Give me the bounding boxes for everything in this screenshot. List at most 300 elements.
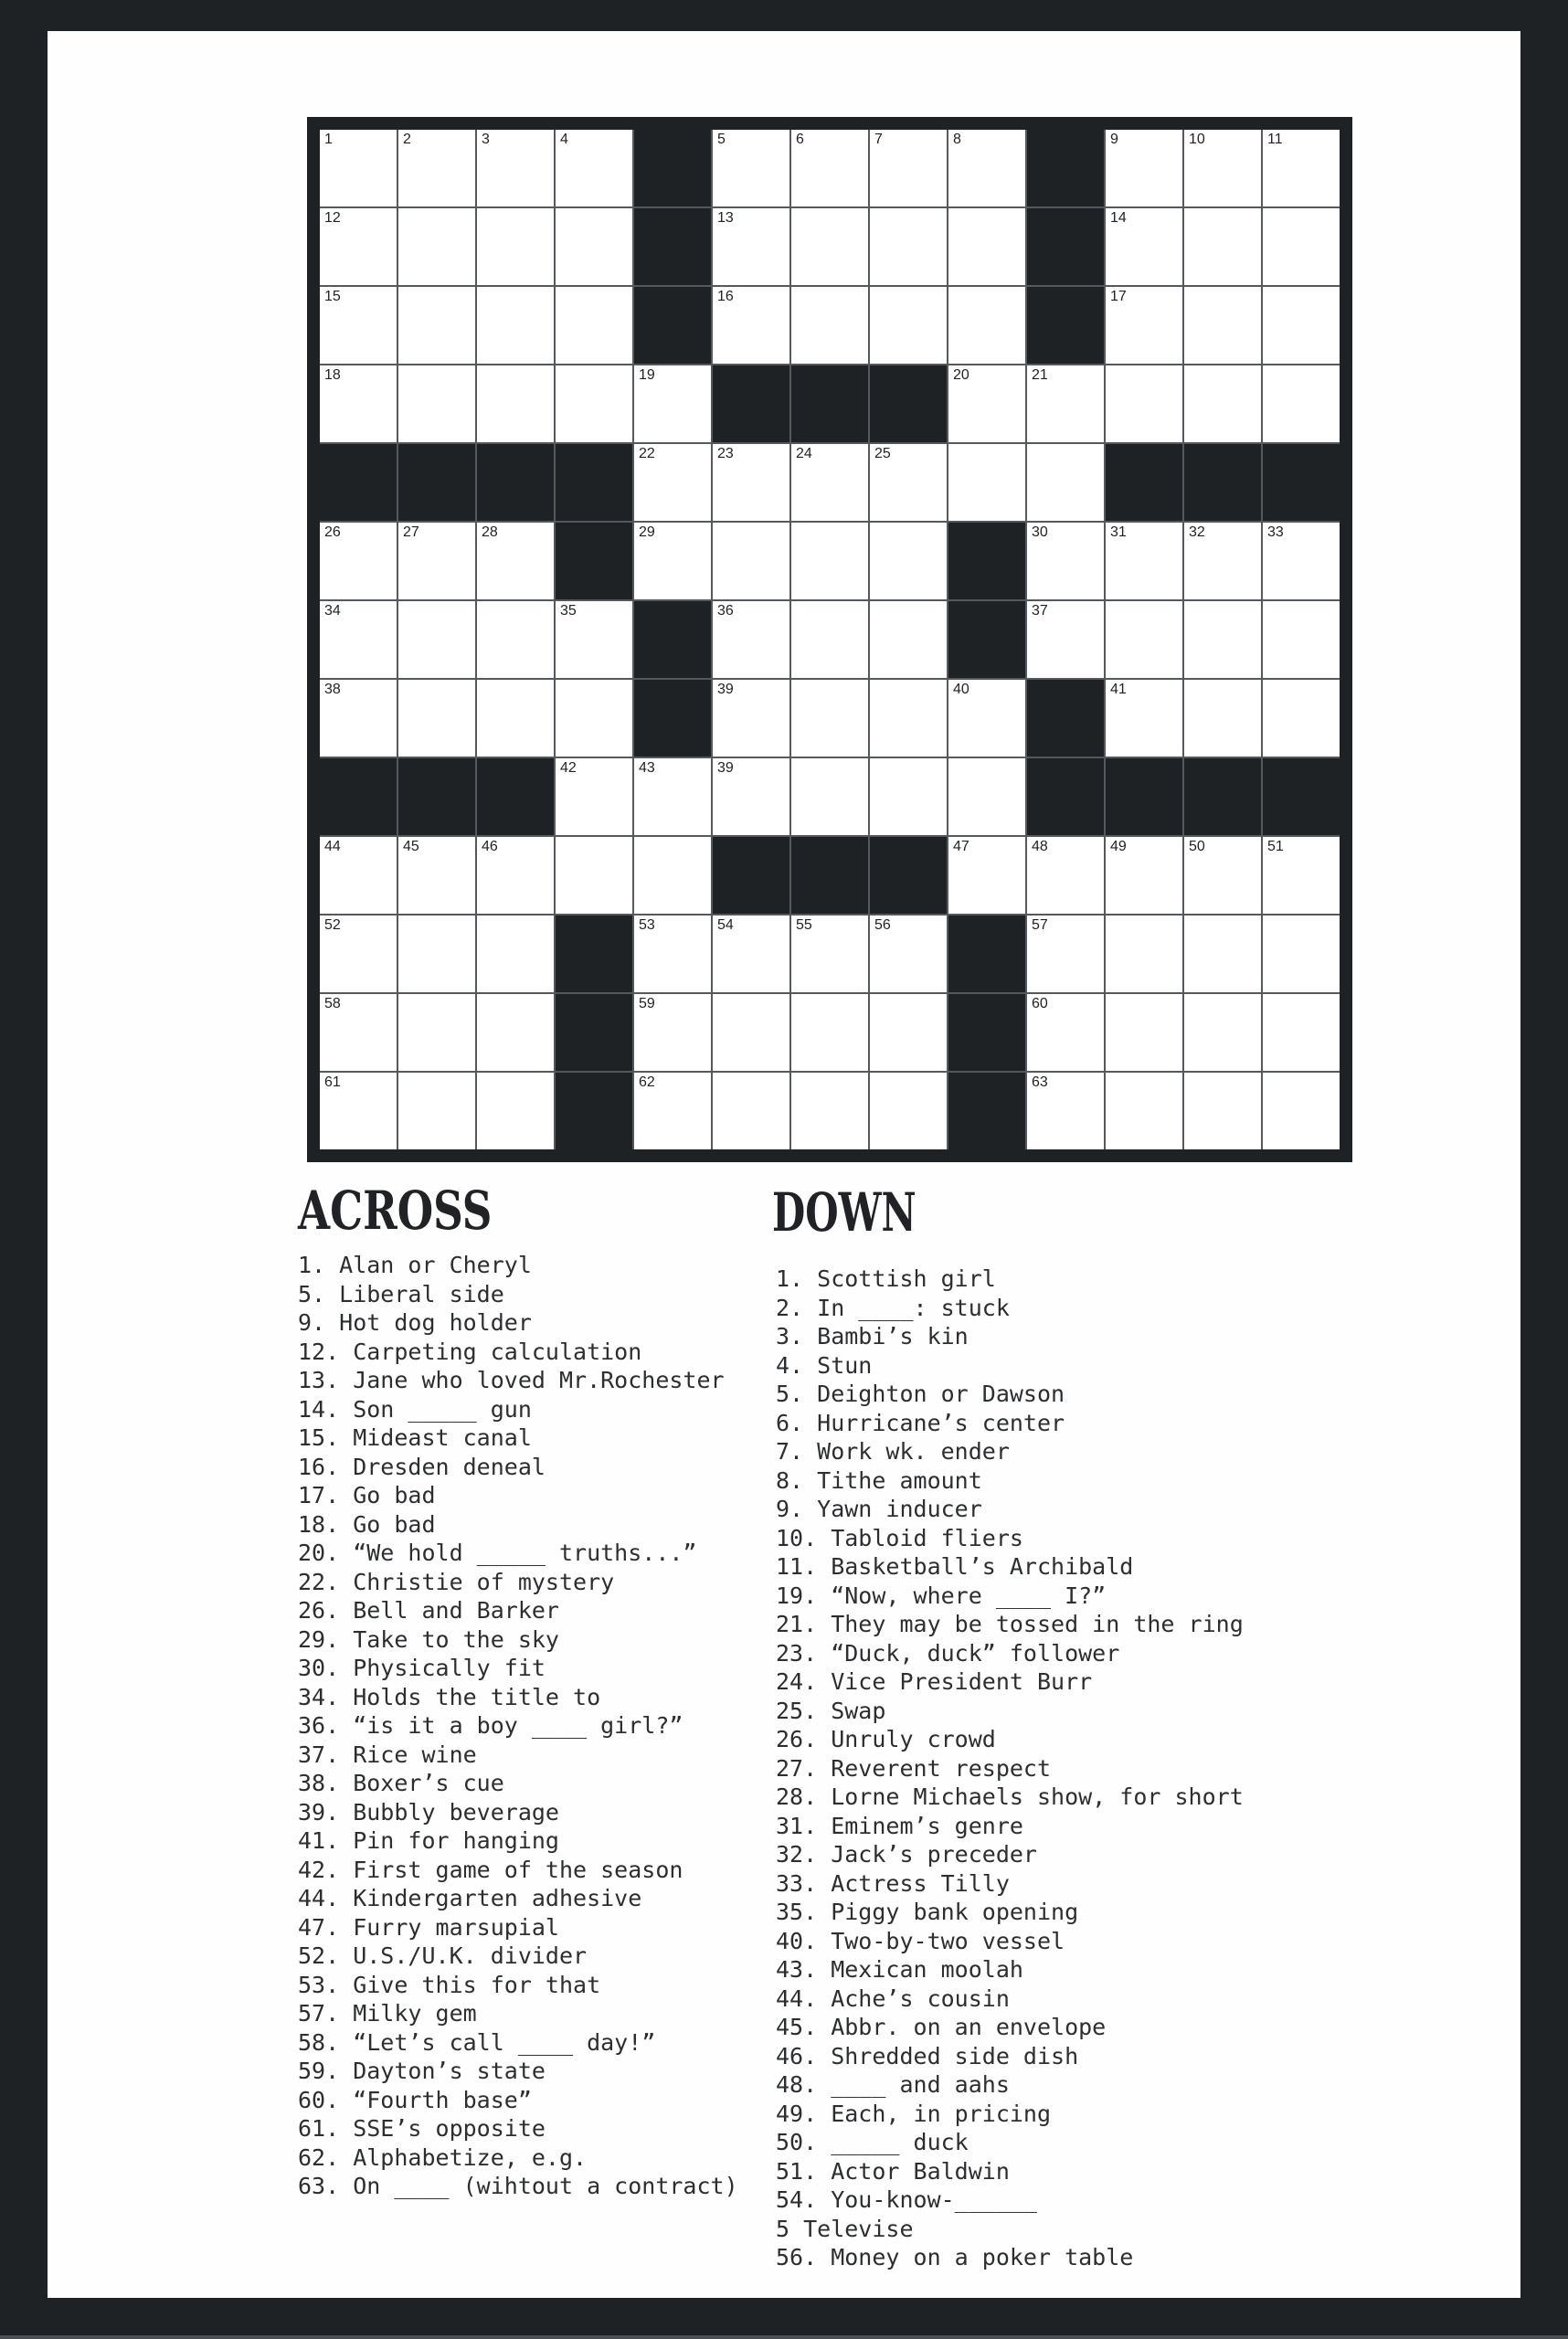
grid-cell[interactable] (1027, 365, 1104, 442)
black-cell (870, 837, 947, 914)
black-cell (398, 758, 475, 835)
across-clue: 52. U.S./U.K. divider (298, 1942, 588, 1969)
cell-number: 58 (324, 996, 341, 1011)
down-clue: 2. In ____: stuck (776, 1294, 1010, 1321)
down-clue: 46. Shredded side dish (776, 2042, 1079, 2069)
grid-cell[interactable] (948, 837, 1025, 914)
grid-cell[interactable] (1106, 1073, 1182, 1149)
down-clue: 28. Lorne Michaels show, for short (776, 1783, 1244, 1810)
cell-number: 27 (403, 524, 419, 540)
grid-cell[interactable] (1184, 287, 1261, 364)
cell-number: 24 (796, 446, 812, 461)
across-clue: 18. Go bad (298, 1510, 436, 1538)
black-cell (791, 365, 868, 442)
black-cell (1027, 130, 1104, 206)
grid-cell[interactable] (398, 130, 475, 206)
grid-cell[interactable] (398, 287, 475, 364)
cell-number: 3 (482, 132, 490, 147)
grid-cell[interactable] (320, 837, 397, 914)
across-clue: 34. Holds the title to (298, 1683, 601, 1710)
cell-number: 56 (874, 917, 891, 933)
cell-number: 26 (324, 524, 341, 540)
grid-cell[interactable] (320, 287, 397, 364)
grid-cell[interactable] (398, 208, 475, 285)
grid-cell[interactable] (477, 1073, 554, 1149)
grid-cell[interactable] (791, 444, 868, 521)
across-clue: 5. Liberal side (298, 1280, 504, 1307)
grid-cell[interactable] (1106, 523, 1182, 599)
across-clue: 16. Dresden deneal (298, 1453, 546, 1480)
black-cell (948, 1073, 1025, 1149)
grid-cell[interactable] (713, 444, 789, 521)
cell-number: 16 (717, 289, 734, 304)
black-cell (398, 444, 475, 521)
cell-number: 51 (1267, 839, 1284, 854)
black-cell (477, 444, 554, 521)
grid-cell[interactable] (556, 365, 632, 442)
across-clue: 17. Go bad (298, 1482, 436, 1508)
grid-cell[interactable] (791, 287, 868, 364)
grid-cell[interactable] (477, 287, 554, 364)
cell-number: 13 (717, 210, 734, 226)
cell-number: 39 (717, 760, 734, 776)
grid-cell[interactable] (870, 523, 947, 599)
down-clue: 8. Tithe amount (776, 1466, 982, 1494)
cell-number: 9 (1110, 132, 1118, 147)
grid-cell[interactable] (634, 523, 711, 599)
grid-cell[interactable] (791, 523, 868, 599)
across-clue: 61. SSE’s opposite (298, 2115, 546, 2142)
down-clue: 31. Eminem’s genre (776, 1812, 1023, 1839)
across-clue: 62. Alphabetize, e.g. (298, 2143, 588, 2171)
across-clue: 22. Christie of mystery (298, 1568, 615, 1595)
across-clue: 60. “Fourth base” (298, 2086, 532, 2113)
cell-number: 31 (1110, 524, 1127, 540)
across-clue: 42. First game of the season (298, 1856, 683, 1883)
grid-cell[interactable] (1184, 680, 1261, 757)
down-clue: 32. Jack’s preceder (776, 1841, 1037, 1868)
down-clue: 26. Unruly crowd (776, 1726, 996, 1752)
grid-cell[interactable] (477, 837, 554, 914)
down-clue: 33. Actress Tilly (776, 1869, 1010, 1897)
down-clue: 45. Abbr. on an envelope (776, 2014, 1107, 2040)
black-cell (1263, 444, 1340, 521)
down-clue: 5 Televise (776, 2215, 914, 2242)
grid-cell[interactable] (1263, 837, 1340, 914)
crossword-grid-frame (307, 117, 1352, 1162)
black-cell (1184, 758, 1261, 835)
grid-cell[interactable] (713, 130, 789, 206)
grid-cell[interactable] (1263, 365, 1340, 442)
down-clue: 27. Reverent respect (776, 1754, 1052, 1782)
crossword-grid (320, 130, 1340, 1149)
grid-cell[interactable] (1184, 365, 1261, 442)
grid-cell[interactable] (1106, 365, 1182, 442)
down-clue: 4. Stun (776, 1351, 873, 1379)
grid-cell[interactable] (1263, 1073, 1340, 1149)
grid-cell[interactable] (556, 130, 632, 206)
paper (48, 31, 1520, 2298)
across-clue: 9. Hot dog holder (298, 1309, 532, 1336)
down-clue: 7. Work wk. ender (776, 1438, 1010, 1465)
grid-cell[interactable] (870, 1073, 947, 1149)
across-clue: 30. Physically fit (298, 1655, 546, 1681)
cell-number: 33 (1267, 524, 1284, 540)
cell-number: 52 (324, 917, 341, 933)
across-clue: 59. Dayton’s state (298, 2058, 546, 2084)
grid-cell[interactable] (556, 208, 632, 285)
down-clue: 9. Yawn inducer (776, 1496, 982, 1522)
grid-cell[interactable] (1106, 680, 1182, 757)
grid-cell[interactable] (870, 287, 947, 364)
grid-cell[interactable] (398, 1073, 475, 1149)
across-clue: 15. Mideast canal (298, 1424, 532, 1451)
cell-number: 59 (639, 996, 655, 1011)
grid-cell[interactable] (1263, 915, 1340, 992)
cell-number: 41 (1110, 682, 1127, 697)
grid-cell[interactable] (791, 758, 868, 835)
across-clue-list (298, 1251, 738, 2201)
grid-cell[interactable] (948, 130, 1025, 206)
grid-cell[interactable] (398, 915, 475, 992)
cell-number: 32 (1189, 524, 1205, 540)
black-cell (1184, 444, 1261, 521)
across-clue: 38. Boxer’s cue (298, 1770, 504, 1796)
across-clue: 63. On ____ (wihtout a contract) (298, 2173, 738, 2199)
across-heading: ACROSS (298, 1180, 493, 1242)
down-clue: 51. Actor Baldwin (776, 2157, 1010, 2185)
across-clue: 26. Bell and Barker (298, 1597, 559, 1624)
grid-cell[interactable] (477, 601, 554, 678)
grid-cell[interactable] (556, 601, 632, 678)
across-clue: 36. “is it a boy ____ girl?” (298, 1712, 683, 1739)
black-cell (634, 287, 711, 364)
down-clue: 25. Swap (776, 1697, 886, 1724)
grid-cell[interactable] (713, 287, 789, 364)
cell-number: 49 (1110, 839, 1127, 854)
grid-cell[interactable] (713, 208, 789, 285)
down-clue: 11. Basketball’s Archibald (776, 1553, 1134, 1580)
cell-number: 37 (1032, 603, 1048, 619)
cell-number: 57 (1032, 917, 1048, 933)
grid-cell[interactable] (1027, 1073, 1104, 1149)
grid-cell[interactable] (1027, 601, 1104, 678)
grid-cell[interactable] (1027, 994, 1104, 1071)
grid-cell[interactable] (556, 680, 632, 757)
grid-cell[interactable] (1184, 130, 1261, 206)
cell-number: 29 (639, 524, 655, 540)
cell-number: 50 (1189, 839, 1205, 854)
cell-number: 21 (1032, 367, 1048, 383)
grid-cell[interactable] (1106, 915, 1182, 992)
grid-cell[interactable] (1184, 1073, 1261, 1149)
grid-cell[interactable] (556, 837, 632, 914)
down-clue: 10. Tabloid fliers (776, 1524, 1023, 1551)
grid-cell[interactable] (870, 601, 947, 678)
cell-number: 53 (639, 917, 655, 933)
black-cell (556, 444, 632, 521)
grid-cell[interactable] (1184, 915, 1261, 992)
across-clue: 58. “Let’s call ____ day!” (298, 2028, 656, 2056)
black-cell (477, 758, 554, 835)
cell-number: 35 (560, 603, 577, 619)
cell-number: 48 (1032, 839, 1048, 854)
grid-cell[interactable] (948, 287, 1025, 364)
grid-cell[interactable] (1263, 287, 1340, 364)
down-clue: 44. Ache’s cousin (776, 1984, 1010, 2012)
grid-cell[interactable] (1184, 523, 1261, 599)
black-cell (1027, 287, 1104, 364)
grid-cell[interactable] (634, 915, 711, 992)
grid-cell[interactable] (477, 680, 554, 757)
across-clue: 37. Rice wine (298, 1741, 477, 1768)
grid-cell[interactable] (870, 994, 947, 1071)
cell-number: 22 (639, 446, 655, 461)
grid-cell[interactable] (791, 994, 868, 1071)
grid-cell[interactable] (634, 758, 711, 835)
black-cell (634, 680, 711, 757)
grid-cell[interactable] (1263, 130, 1340, 206)
down-clue: 24. Vice President Burr (776, 1668, 1093, 1695)
black-cell (556, 915, 632, 992)
black-cell (791, 837, 868, 914)
grid-cell[interactable] (713, 915, 789, 992)
black-cell (713, 837, 789, 914)
grid-cell[interactable] (634, 444, 711, 521)
cell-number: 6 (796, 132, 804, 147)
cell-number: 34 (324, 603, 341, 619)
grid-cell[interactable] (791, 915, 868, 992)
across-clue: 47. Furry marsupial (298, 1913, 559, 1941)
grid-cell[interactable] (477, 523, 554, 599)
grid-cell[interactable] (870, 444, 947, 521)
cell-number: 15 (324, 289, 341, 304)
cell-number: 44 (324, 839, 341, 854)
grid-cell[interactable] (1263, 994, 1340, 1071)
black-cell (948, 601, 1025, 678)
grid-cell[interactable] (870, 758, 947, 835)
grid-cell[interactable] (791, 601, 868, 678)
across-clue: 20. “We hold _____ truths...” (298, 1540, 697, 1566)
grid-cell[interactable] (713, 1073, 789, 1149)
grid-cell[interactable] (477, 915, 554, 992)
grid-cell[interactable] (948, 365, 1025, 442)
black-cell (948, 915, 1025, 992)
grid-cell[interactable] (1106, 287, 1182, 364)
grid-cell[interactable] (791, 680, 868, 757)
cell-number: 11 (1267, 132, 1283, 147)
black-cell (1263, 758, 1340, 835)
black-cell (870, 365, 947, 442)
grid-cell[interactable] (1027, 837, 1104, 914)
grid-cell[interactable] (1184, 994, 1261, 1071)
grid-cell[interactable] (320, 1073, 397, 1149)
down-clue: 43. Mexican moolah (776, 1956, 1023, 1983)
down-clue-list (776, 1265, 1244, 2272)
cell-number: 36 (717, 603, 734, 619)
cell-number: 17 (1110, 289, 1127, 304)
black-cell (1106, 758, 1182, 835)
black-cell (556, 523, 632, 599)
cell-number: 40 (953, 682, 969, 697)
cell-number: 2 (403, 132, 411, 147)
grid-cell[interactable] (320, 680, 397, 757)
grid-cell[interactable] (477, 208, 554, 285)
cell-number: 8 (953, 132, 961, 147)
grid-cell[interactable] (398, 523, 475, 599)
down-clue: 35. Piggy bank opening (776, 1899, 1079, 1925)
grid-cell[interactable] (477, 994, 554, 1071)
grid-cell[interactable] (477, 130, 554, 206)
grid-cell[interactable] (320, 915, 397, 992)
cell-number: 54 (717, 917, 734, 933)
cell-number: 30 (1032, 524, 1048, 540)
black-cell (713, 365, 789, 442)
grid-cell[interactable] (477, 365, 554, 442)
grid-cell[interactable] (791, 208, 868, 285)
grid-cell[interactable] (870, 208, 947, 285)
grid-cell[interactable] (1184, 601, 1261, 678)
cell-number: 42 (560, 760, 577, 776)
grid-cell[interactable] (1184, 837, 1261, 914)
cell-number: 46 (482, 839, 498, 854)
across-clue: 29. Take to the sky (298, 1625, 559, 1653)
cell-number: 18 (324, 367, 341, 383)
black-cell (634, 208, 711, 285)
grid-cell[interactable] (791, 130, 868, 206)
grid-cell[interactable] (634, 365, 711, 442)
grid-cell[interactable] (948, 758, 1025, 835)
across-clue: 57. Milky gem (298, 2000, 477, 2027)
down-clue: 54. You-know-______ (776, 2186, 1037, 2213)
black-cell (634, 130, 711, 206)
cell-number: 12 (324, 210, 341, 226)
grid-cell[interactable] (634, 994, 711, 1071)
cell-number: 63 (1032, 1074, 1048, 1090)
cell-number: 4 (560, 132, 568, 147)
grid-cell[interactable] (1263, 208, 1340, 285)
grid-cell[interactable] (320, 523, 397, 599)
down-clue: 6. Hurricane’s center (776, 1409, 1065, 1436)
grid-cell[interactable] (791, 1073, 868, 1149)
grid-cell[interactable] (398, 601, 475, 678)
cell-number: 1 (324, 132, 333, 147)
down-clue: 23. “Duck, duck” follower (776, 1639, 1120, 1667)
across-clue: 44. Kindergarten adhesive (298, 1885, 642, 1911)
grid-cell[interactable] (870, 130, 947, 206)
across-clue: 39. Bubbly beverage (298, 1798, 559, 1826)
grid-cell[interactable] (320, 208, 397, 285)
grid-cell[interactable] (320, 130, 397, 206)
grid-cell[interactable] (556, 287, 632, 364)
grid-cell[interactable] (948, 208, 1025, 285)
grid-cell[interactable] (1263, 680, 1340, 757)
grid-cell[interactable] (398, 837, 475, 914)
grid-cell[interactable] (713, 601, 789, 678)
cell-number: 14 (1110, 210, 1127, 226)
grid-cell[interactable] (634, 1073, 711, 1149)
black-cell (320, 444, 397, 521)
black-cell (948, 994, 1025, 1071)
down-clue: 3. Bambi’s kin (776, 1323, 969, 1349)
black-cell (1027, 680, 1104, 757)
down-clue: 48. ____ and aahs (776, 2071, 1010, 2098)
grid-cell[interactable] (1106, 601, 1182, 678)
down-clue: 40. Two-by-two vessel (776, 1927, 1065, 1954)
grid-cell[interactable] (1263, 601, 1340, 678)
cell-number: 28 (482, 524, 498, 540)
black-cell (1027, 758, 1104, 835)
cell-number: 62 (639, 1074, 655, 1090)
grid-cell[interactable] (713, 994, 789, 1071)
grid-cell[interactable] (1184, 208, 1261, 285)
grid-cell[interactable] (1106, 130, 1182, 206)
black-cell (634, 601, 711, 678)
grid-cell[interactable] (320, 994, 397, 1071)
grid-cell[interactable] (1027, 444, 1104, 521)
down-clue: 49. Each, in pricing (776, 2100, 1052, 2127)
down-clue: 50. _____ duck (776, 2129, 969, 2155)
grid-cell[interactable] (398, 680, 475, 757)
cell-number: 47 (953, 839, 969, 854)
cell-number: 20 (953, 367, 969, 383)
grid-cell[interactable] (948, 444, 1025, 521)
across-clue: 13. Jane who loved Mr.Rochester (298, 1367, 725, 1393)
cell-number: 19 (639, 367, 655, 383)
grid-cell[interactable] (870, 915, 947, 992)
across-clue: 41. Pin for hanging (298, 1827, 559, 1854)
grid-cell[interactable] (320, 365, 397, 442)
down-clue: 21. They may be tossed in the ring (776, 1611, 1244, 1637)
down-clue: 56. Money on a poker table (776, 2244, 1134, 2270)
grid-cell[interactable] (556, 758, 632, 835)
across-clue: 14. Son _____ gun (298, 1395, 532, 1423)
black-cell (556, 994, 632, 1071)
grid-cell[interactable] (1263, 523, 1340, 599)
cell-number: 55 (796, 917, 812, 933)
cell-number: 5 (717, 132, 726, 147)
cell-number: 7 (874, 132, 883, 147)
cell-number: 45 (403, 839, 419, 854)
grid-cell[interactable] (1027, 915, 1104, 992)
grid-cell[interactable] (1106, 837, 1182, 914)
grid-cell[interactable] (320, 601, 397, 678)
grid-cell[interactable] (713, 680, 789, 757)
across-clue: 12. Carpeting calculation (298, 1338, 642, 1365)
across-clue: 53. Give this for that (298, 1971, 601, 1998)
cell-number: 39 (717, 682, 734, 697)
grid-cell[interactable] (948, 680, 1025, 757)
grid-cell[interactable] (634, 837, 711, 914)
cell-number: 10 (1189, 132, 1205, 147)
grid-cell[interactable] (398, 994, 475, 1071)
grid-cell[interactable] (870, 680, 947, 757)
grid-cell[interactable] (1106, 994, 1182, 1071)
grid-cell[interactable] (398, 365, 475, 442)
grid-cell[interactable] (1027, 523, 1104, 599)
black-cell (1027, 208, 1104, 285)
cell-number: 60 (1032, 996, 1048, 1011)
black-cell (320, 758, 397, 835)
cell-number: 43 (639, 760, 655, 776)
grid-cell[interactable] (713, 758, 789, 835)
cell-number: 38 (324, 682, 341, 697)
cell-number: 25 (874, 446, 891, 461)
grid-cell[interactable] (1106, 208, 1182, 285)
down-clue: 1. Scottish girl (776, 1265, 996, 1292)
down-clue: 5. Deighton or Dawson (776, 1381, 1065, 1407)
grid-cell[interactable] (713, 523, 789, 599)
